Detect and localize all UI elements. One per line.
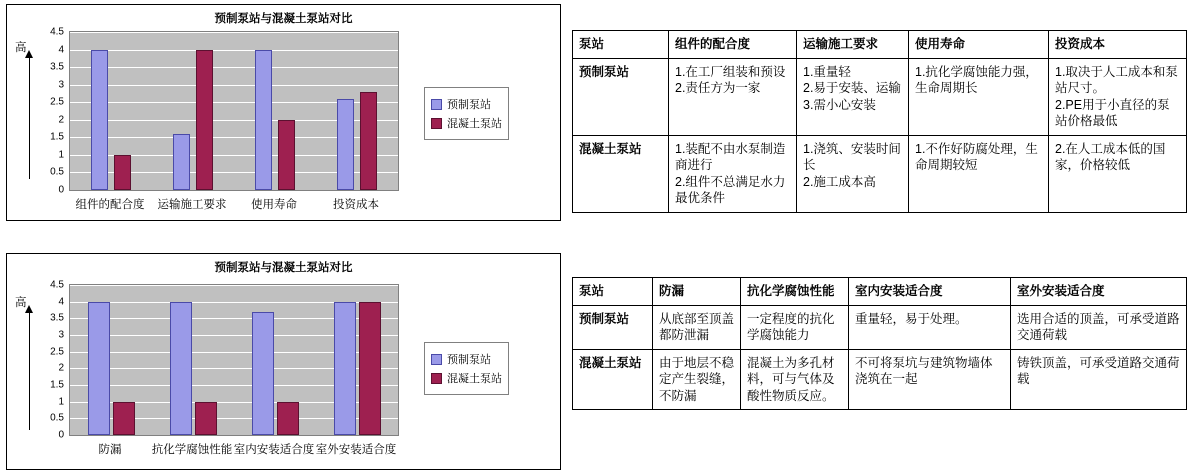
chart-title: 预制泵站与混凝土泵站对比 <box>214 262 353 274</box>
x-axis-tick-label: 使用寿命 <box>251 199 297 211</box>
table-header-cell: 室内安装适合度 <box>849 278 1011 306</box>
table-header-cell: 使用寿命 <box>909 31 1049 59</box>
comparison-table-1 <box>572 30 1187 213</box>
legend-item-series-2 <box>431 370 502 386</box>
chart-bar <box>277 402 299 435</box>
table-header-cell: 泵站 <box>573 31 669 59</box>
chart-bar <box>252 312 274 435</box>
legend-swatch-icon <box>431 373 442 384</box>
table-cell: 重量轻，易于处理。 <box>849 305 1011 349</box>
table-row <box>573 58 1187 135</box>
table-cell: 1.在工厂组装和预设 2.责任方为一家 <box>669 58 797 135</box>
y-axis-tick-label: 2 <box>58 114 64 126</box>
chart-bar <box>88 302 110 435</box>
table-row <box>573 305 1187 349</box>
x-axis-tick-label: 防漏 <box>98 444 122 456</box>
y-axis-tick-label: 3 <box>58 79 64 91</box>
legend-item-series-1 <box>431 96 502 112</box>
chart-bar <box>173 134 190 190</box>
table-cell: 由于地层不稳定产生裂缝，不防漏 <box>653 349 741 410</box>
x-axis-tick-label: 室内安装适合度 <box>233 444 315 456</box>
chart-bar <box>278 120 295 190</box>
table-row-label: 混凝土泵站 <box>573 135 669 212</box>
y-axis-tick-label: 1 <box>58 149 64 161</box>
y-axis-tick-label: 0.5 <box>50 412 64 424</box>
table-header-cell: 防漏 <box>653 278 741 306</box>
table-cell: 不可将泵坑与建筑物墙体浇筑在一起 <box>849 349 1011 410</box>
table-row-label: 预制泵站 <box>573 305 653 349</box>
chart-bar <box>170 302 192 435</box>
table-cell: 从底部至顶盖都防泄漏 <box>653 305 741 349</box>
y-axis-tick-label: 4 <box>58 296 64 308</box>
table-cell: 1.取决于人工成本和泵站尺寸。 2.PE用于小直径的泵站价格最低 <box>1049 58 1187 135</box>
table-cell: 1.浇筑、安装时间长 2.施工成本高 <box>797 135 909 212</box>
table-cell: 1.抗化学腐蚀能力强，生命周期长 <box>909 58 1049 135</box>
table-cell: 2.在人工成本低的国家，价格较低 <box>1049 135 1187 212</box>
x-axis-tick-label: 运输施工要求 <box>157 199 227 211</box>
x-axis-tick-label: 抗化学腐蚀性能 <box>151 444 233 456</box>
chart-bar <box>360 92 377 190</box>
table-cell: 1.装配不由水泵制造商进行 2.组件不总满足水力最优条件 <box>669 135 797 212</box>
bars-layer <box>70 32 398 190</box>
table-cell: 1.不作好防腐处理，生命周期较短 <box>909 135 1049 212</box>
chart-axis-note: 高 <box>15 297 27 309</box>
table-header-cell: 投资成本 <box>1049 31 1187 59</box>
y-axis-tick-label: 1.5 <box>50 379 64 391</box>
table-header-cell: 抗化学腐蚀性能 <box>741 278 849 306</box>
legend-label: 预制泵站 <box>447 354 491 366</box>
y-axis-tick-label: 3 <box>58 329 64 341</box>
legend-item-series-2 <box>431 115 502 131</box>
y-axis-tick-label: 1 <box>58 396 64 408</box>
y-axis-tick-label: 2.5 <box>50 346 64 358</box>
comparison-table-2 <box>572 277 1187 410</box>
chart-panel-comparison-2 <box>6 253 561 470</box>
legend-item-series-1 <box>431 351 502 367</box>
y-axis-tick-label: 0 <box>58 184 64 196</box>
y-axis-tick-label: 0.5 <box>50 166 64 178</box>
chart-bar <box>91 50 108 190</box>
y-axis-tick-label: 3.5 <box>50 312 64 324</box>
legend-swatch-icon <box>431 354 442 365</box>
chart-bar <box>195 402 217 435</box>
chart-panel-comparison-1 <box>6 4 561 221</box>
table-cell: 铸铁顶盖，可承受道路交通荷载 <box>1011 349 1187 410</box>
legend-swatch-icon <box>431 118 442 129</box>
table-row-label: 混凝土泵站 <box>573 349 653 410</box>
table-row-label: 预制泵站 <box>573 58 669 135</box>
table-row <box>573 349 1187 410</box>
y-axis-tick-label: 1.5 <box>50 131 64 143</box>
table-header-row <box>573 278 1187 306</box>
legend-swatch-icon <box>431 99 442 110</box>
chart-bar <box>255 50 272 190</box>
y-axis-tick-label: 0 <box>58 429 64 441</box>
table-header-cell: 运输施工要求 <box>797 31 909 59</box>
chart-bar <box>359 302 381 435</box>
chart-bar <box>334 302 356 435</box>
y-axis-tick-label: 4.5 <box>50 26 64 38</box>
chart-legend <box>424 87 509 140</box>
x-axis-tick-label: 室外安装适合度 <box>315 444 397 456</box>
y-axis-tick-label: 4.5 <box>50 279 64 291</box>
legend-label: 混凝土泵站 <box>447 118 502 130</box>
x-axis-tick-label: 组件的配合度 <box>75 199 145 211</box>
table-cell: 混凝土为多孔材料，可与气体及酸性物质反应。 <box>741 349 849 410</box>
chart-title: 预制泵站与混凝土泵站对比 <box>214 13 353 25</box>
y-axis-tick-label: 2 <box>58 362 64 374</box>
table-cell: 1.重量轻 2.易于安装、运输 3.需小心安装 <box>797 58 909 135</box>
table-header-cell: 组件的配合度 <box>669 31 797 59</box>
chart-bar <box>337 99 354 190</box>
table-header-cell: 泵站 <box>573 278 653 306</box>
bars-layer <box>70 285 398 435</box>
y-axis-tick-label: 2.5 <box>50 96 64 108</box>
y-axis-tick-label: 4 <box>58 44 64 56</box>
table-cell: 一定程度的抗化学腐蚀能力 <box>741 305 849 349</box>
plot-area <box>69 31 399 191</box>
legend-label: 混凝土泵站 <box>447 373 502 385</box>
chart-bar <box>113 402 135 435</box>
legend-label: 预制泵站 <box>447 99 491 111</box>
x-axis-tick-label: 投资成本 <box>333 199 379 211</box>
plot-area <box>69 284 399 436</box>
table-header-row <box>573 31 1187 59</box>
y-axis-tick-label: 3.5 <box>50 61 64 73</box>
table-row <box>573 135 1187 212</box>
table-header-cell: 室外安装适合度 <box>1011 278 1187 306</box>
chart-legend <box>424 342 509 395</box>
chart-bar <box>196 50 213 190</box>
table-cell: 选用合适的顶盖，可承受道路交通荷载 <box>1011 305 1187 349</box>
chart-bar <box>114 155 131 190</box>
chart-axis-note: 高 <box>15 42 27 54</box>
